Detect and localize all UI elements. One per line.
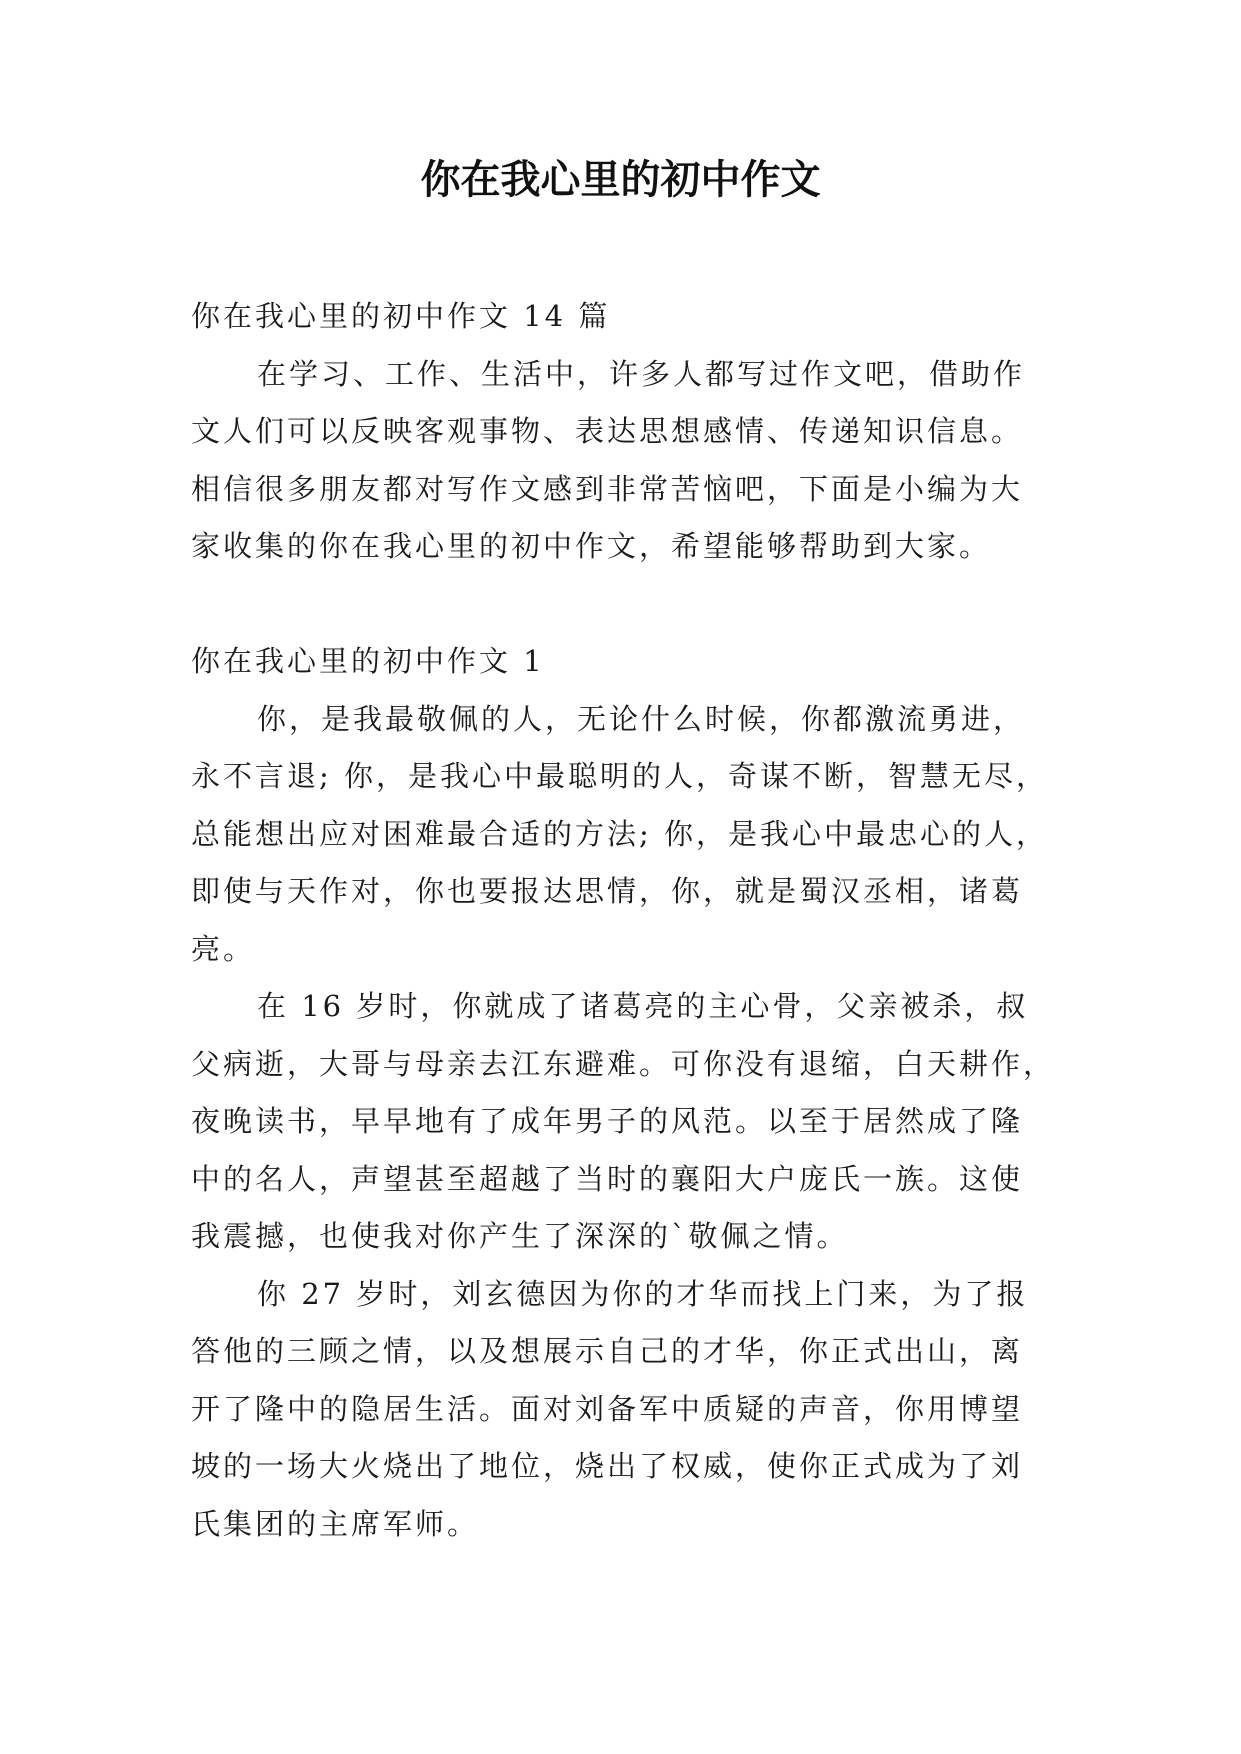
paragraph-line: 父病逝，大哥与母亲去江东避难。可你没有退缩，白天耕作， xyxy=(191,1046,1056,1081)
paragraph-line: 坡的一场大火烧出了地位，烧出了权威，使你正式成为了刘 xyxy=(191,1449,1024,1483)
paragraph-line: 我震撼，也使我对你产生了深深的`敬佩之情。 xyxy=(191,1219,849,1253)
paragraph-line: 在 16 岁时，你就成了诸葛亮的主心骨，父亲被杀，叔 xyxy=(257,989,1029,1023)
paragraph-1 xyxy=(191,691,1071,979)
paragraph-line: 文人们可以反映客观事物、表达思想感情、传递知识信息。 xyxy=(191,414,1024,448)
paragraph-line: 你 27 岁时，刘玄德因为你的才华而找上门来，为了报 xyxy=(257,1276,1029,1311)
paragraph-line: 夜晚读书，早早地有了成年男子的风范。以至于居然成了隆 xyxy=(191,1104,1024,1138)
paragraph-line: 中的名人，声望甚至超越了当时的襄阳大户庞氏一族。这使 xyxy=(191,1161,1024,1196)
paragraph-line: 家收集的你在我心里的初中作文，希望能够帮助到大家。 xyxy=(191,529,992,563)
paragraph-line: 永不言退; 你，是我心中最聪明的人，奇谋不断，智慧无尽， xyxy=(191,759,1048,793)
paragraph-line: 答他的三顾之情，以及想展示自己的才华，你正式出山，离 xyxy=(191,1334,1024,1368)
document-title: 你在我心里的初中作文 xyxy=(420,156,821,203)
paragraph-3 xyxy=(191,1266,1071,1554)
section-heading: 你在我心里的初中作文 1 xyxy=(191,644,545,678)
paragraph-line: 相信很多朋友都对写作文感到非常苦恼吧，下面是小编为大 xyxy=(191,471,1024,506)
paragraph-line: 总能想出应对困难最合适的方法; 你，是我心中最忠心的人， xyxy=(191,816,1048,851)
paragraph-line: 在学习、工作、生活中，许多人都写过作文吧，借助作 xyxy=(257,356,1026,391)
paragraph-line: 你，是我最敬佩的人，无论什么时候，你都激流勇进， xyxy=(257,701,1026,736)
paragraph-line: 开了隆中的隐居生活。面对刘备军中质疑的声音，你用博望 xyxy=(191,1391,1024,1426)
intro-paragraph xyxy=(191,346,1071,576)
paragraph-line: 氏集团的主席军师。 xyxy=(191,1506,480,1541)
paragraph-line: 即使与天作对，你也要报达思情，你，就是蜀汉丞相，诸葛 xyxy=(191,874,1024,908)
paragraph-2 xyxy=(191,978,1071,1266)
document-subtitle: 你在我心里的初中作文 14 篇 xyxy=(191,299,611,333)
paragraph-line: 亮。 xyxy=(191,931,256,966)
paragraph-spacer xyxy=(191,576,1071,634)
document-body xyxy=(191,288,1071,1553)
